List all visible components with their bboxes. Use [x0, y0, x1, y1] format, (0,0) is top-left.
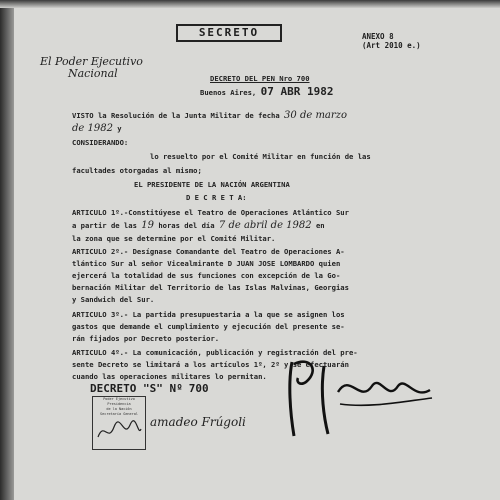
article-4-line-2: sente Decreto se limitará a los artículos 1º, 2º y se efectuarán	[72, 360, 349, 369]
article-1-line-3: la zona que se determine por el Comité Militar.	[72, 234, 276, 243]
article-4-line-1: ARTICULO 4º.- La comunicación, publicación y registración del pre-	[72, 348, 358, 357]
date-stamp: 07 ABR 1982	[260, 85, 334, 98]
article-2-line-1: ARTICULO 2º.- Desígnase Comandante del Teatro de Operaciones A-	[72, 247, 345, 256]
article-3-line-2: gastos que demande el cumplimiento y ejecución del presente se-	[72, 322, 345, 331]
president-title: EL PRESIDENTE DE LA NACIÓN ARGENTINA	[134, 180, 290, 189]
official-stamp-box: Poder Ejecutivo Presidencia de la Nación Secretaría General	[92, 396, 146, 450]
article-2-line-3: ejercerá la totalidad de sus funciones con excepción de la Go-	[72, 271, 341, 280]
considerando-heading: CONSIDERANDO:	[72, 138, 129, 147]
scan-edge-top	[0, 0, 500, 8]
article-1-line-2: a partir de las 19 horas del día 7 de abril de 1982 en	[72, 220, 325, 231]
stamp-signature-scribble	[94, 417, 144, 445]
article-1-line-1: ARTICULO 1º.-Constitúyese el Teatro de Operaciones Atlántico Sur	[72, 208, 349, 217]
article-2-line-2: tlántico Sur al señor Vicealmirante D JUAN JOSE LOMBARDO quien	[72, 259, 341, 268]
decree-header: DECRETO DEL PEN Nro 700	[210, 74, 310, 83]
decreta-heading: D E C R E T A:	[186, 193, 247, 202]
handwritten-date: 30 de marzo	[284, 110, 347, 121]
annex-label: ANEXO 8 (Art 2010 e.)	[362, 32, 421, 50]
visto-line: VISTO la Resolución de la Junta Militar de fecha 30 de marzo	[72, 110, 347, 121]
article-4-line-3: cuando las operaciones militares lo permitan.	[72, 372, 267, 381]
issuer-letterhead: El Poder Ejecutivo Nacional	[40, 55, 143, 80]
article-3-line-3: rán fijados por Decreto posterior.	[72, 334, 220, 343]
scan-edge-left	[0, 0, 14, 500]
signature-frugoli: amadeo Frúgoli	[150, 415, 246, 429]
article-2-line-4: bernación Militar del Territorio de las Islas Malvinas, Georgias	[72, 283, 349, 292]
article-3-line-1: ARTICULO 3º.- La partida presupuestaria a la que se asignen los	[72, 310, 345, 319]
decree-number: DECRETO "S" Nº 700	[90, 382, 209, 395]
dateline: Buenos Aires, 07 ABR 1982	[200, 85, 334, 98]
secret-stamp: SECRETO	[176, 24, 282, 42]
president-signature	[280, 352, 440, 442]
considerando-line-2: facultades otorgadas al mismo;	[72, 166, 202, 175]
article-2-line-5: y Sandwich del Sur.	[72, 295, 155, 304]
considerando-line-1: lo resuelto por el Comité Militar en función de las	[150, 152, 371, 161]
visto-line-2: de 1982 y	[72, 123, 122, 134]
